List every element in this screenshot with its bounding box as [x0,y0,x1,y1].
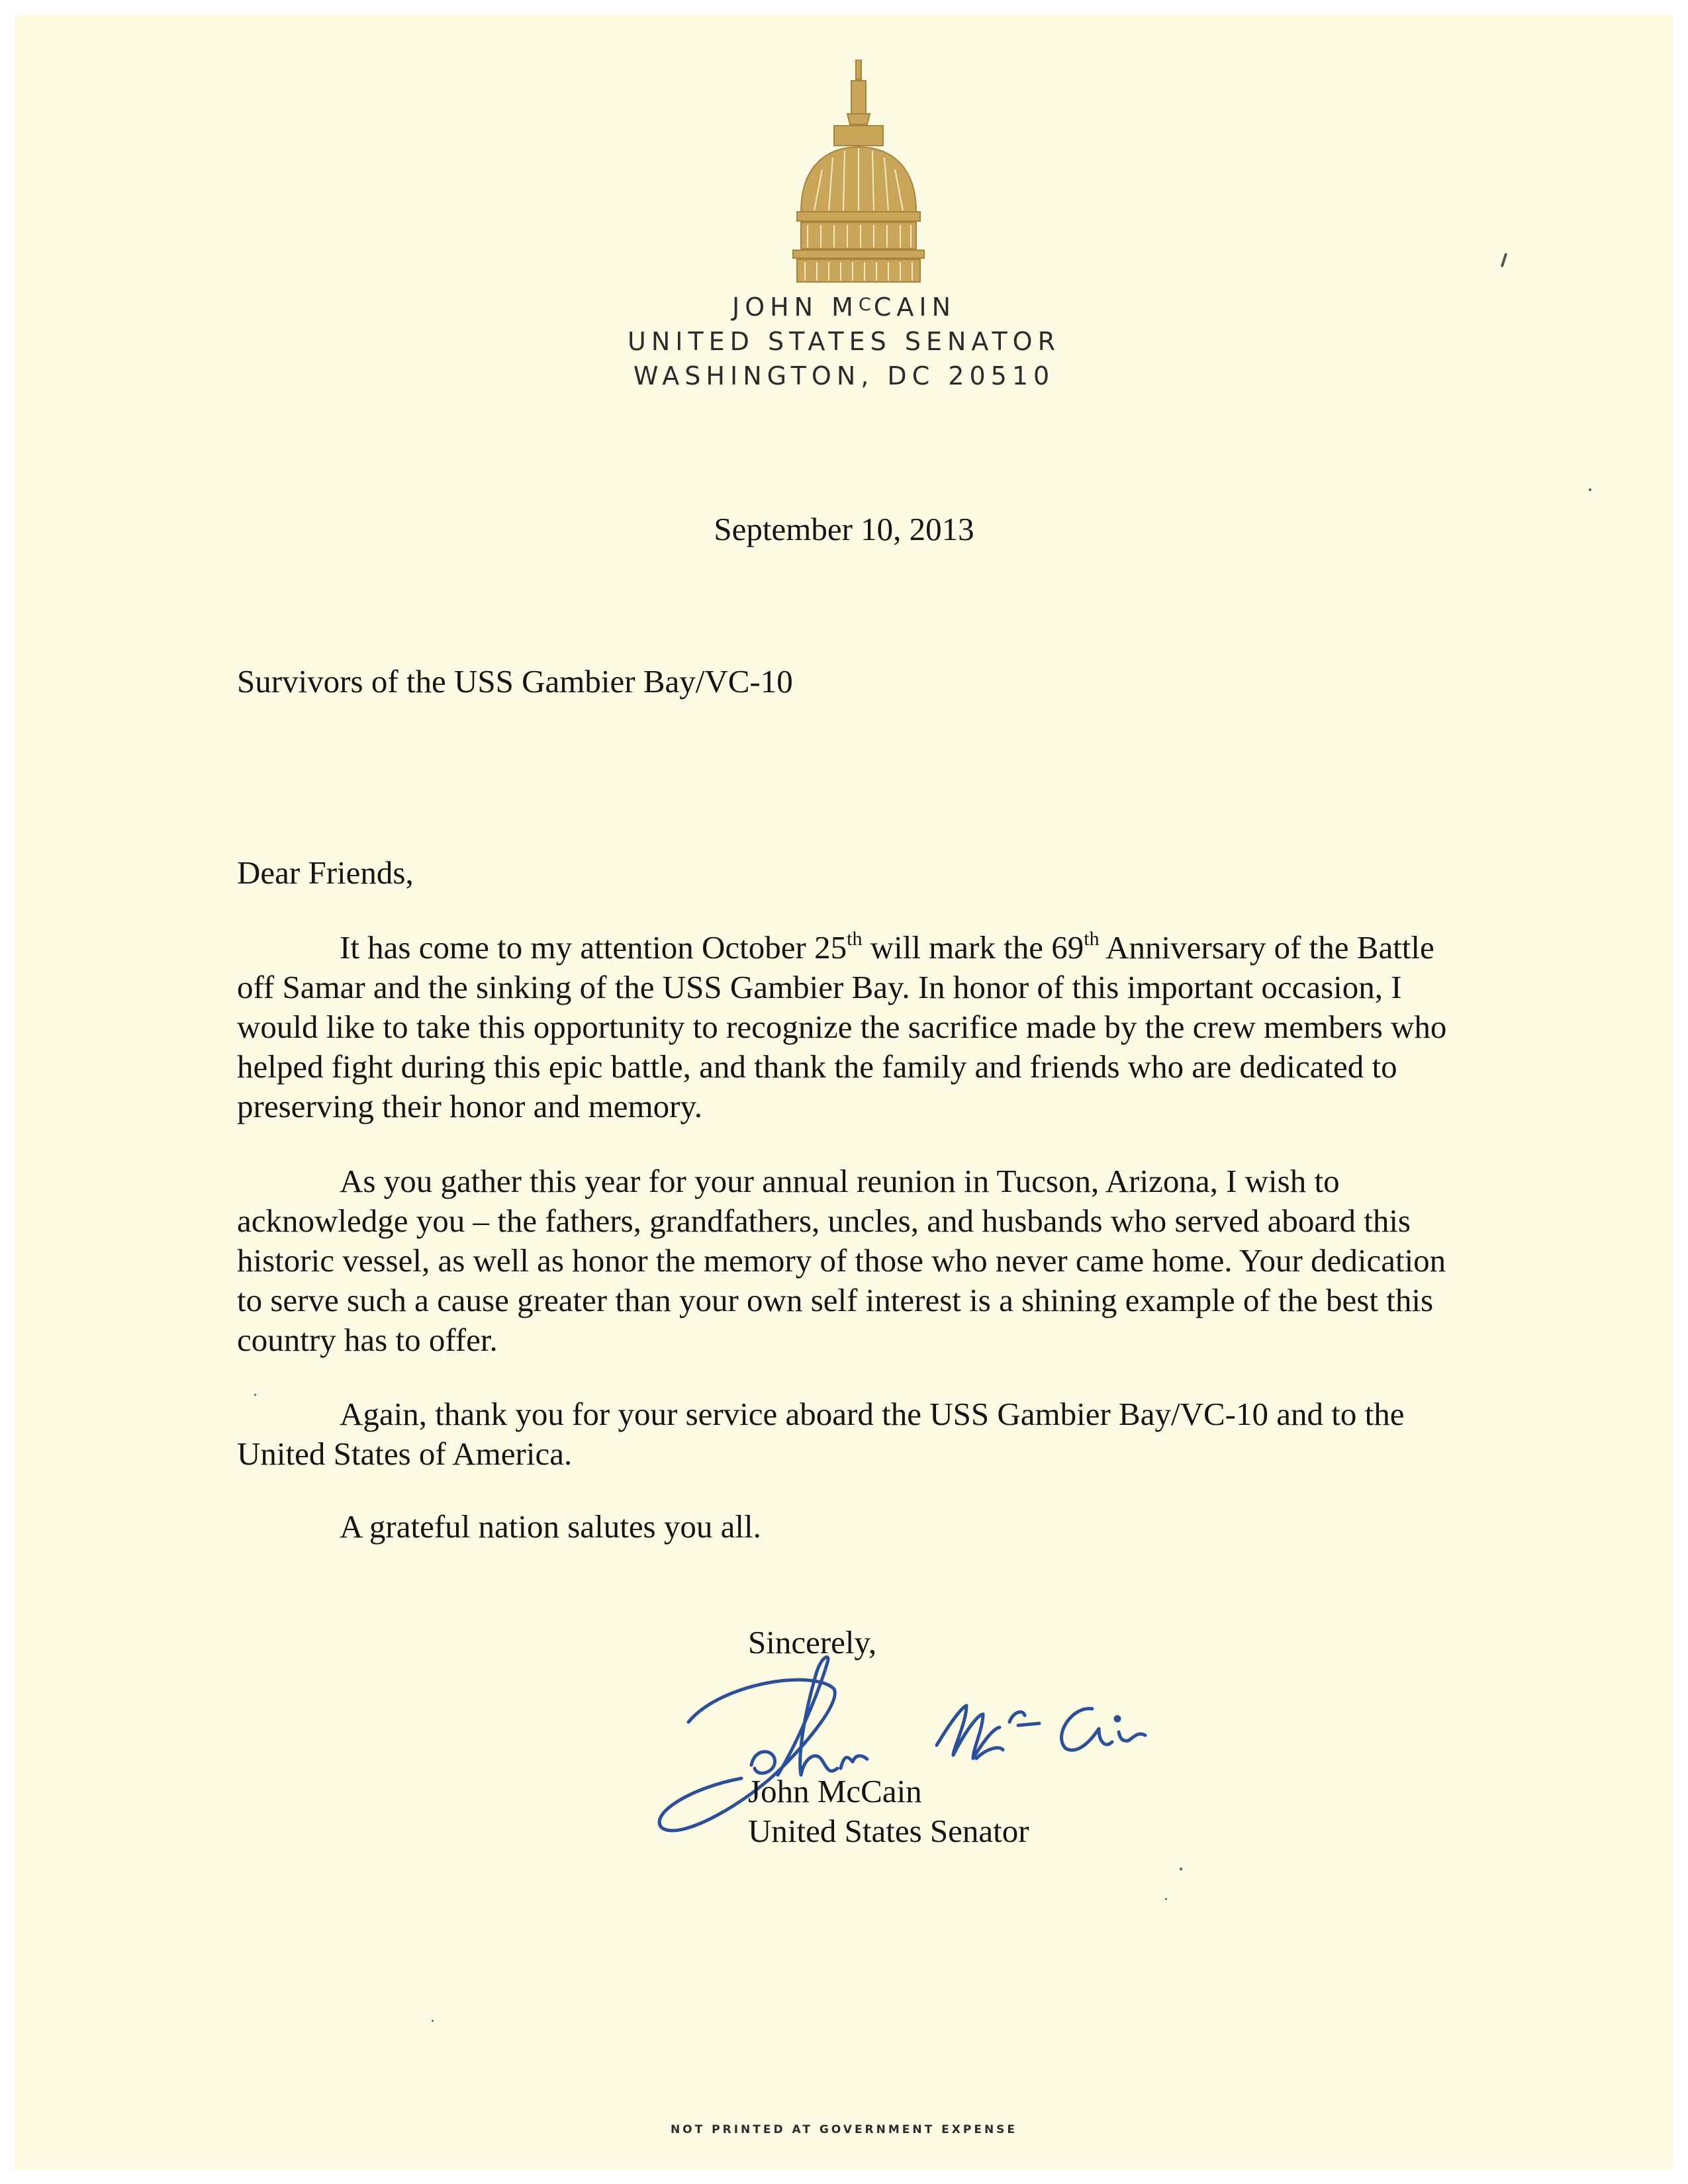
capitol-dome-icon [788,60,929,285]
letter-page [15,15,1673,2169]
paragraph-1-sup-1: th [847,928,863,950]
letter-closing: Sincerely, [748,1624,877,1661]
signer-title: United States Senator [748,1813,1029,1849]
paper-speck [1165,1898,1167,1900]
paragraph-1-part-1: It has come to my attention October 25 [340,929,847,966]
letter-salutation: Dear Friends, [237,854,414,891]
paper-speck [432,2020,434,2022]
letter-recipient: Survivors of the USS Gambier Bay/VC-10 [237,663,793,700]
paragraph-2: As you gather this year for your annual reunion in Tucson, Arizona, I wish to acknowledge you – the fathers, grandfathers, uncles, and husbands who served aboard this historic vessel, as well as honor the memory of those who never came home. Your dedication to serve such a cause greater than your own self interest is a shining example of the best this country has to offer. [237,1163,1446,1358]
paper-speck [1589,488,1591,491]
letterhead-name-suffix: CAIN [873,293,956,322]
letterhead-city: WASHINGTON, DC 20510 [633,361,1055,390]
letterhead-name-prefix: JOHN M [731,293,859,322]
paper-speck [254,1394,256,1396]
letterhead-title: UNITED STATES SENATOR [628,327,1060,356]
letterhead-name [15,293,1673,322]
footer-disclaimer: NOT PRINTED AT GOVERNMENT EXPENSE [670,2123,1018,2136]
paragraph-1-part-2: will mark the 69 [862,929,1084,966]
paragraph-3: Again, thank you for your service aboard the USS Gambier Bay/VC-10 and to the United States of America. [237,1396,1405,1472]
signer-name: John McCain [748,1773,922,1809]
letterhead-name-small: C [858,295,874,315]
paper-speck [1501,253,1508,267]
paragraph-1 [237,928,1455,1126]
paragraph-1-sup-2: th [1084,928,1100,950]
paragraph-4: A grateful nation salutes you all. [340,1508,761,1545]
paper-speck [1180,1868,1182,1870]
letter-date: September 10, 2013 [714,511,974,547]
paragraph-1-part-3: Anniversary of the Battle off Samar and the sinking of the USS Gambier Bay. In honor of this important occasion, I would like to take this opportunity to recognize the sacrifice made by the crew members who helped fight during this epic battle, and thank the family and friends who are dedicated to preserving their honor and memory. [237,929,1447,1124]
